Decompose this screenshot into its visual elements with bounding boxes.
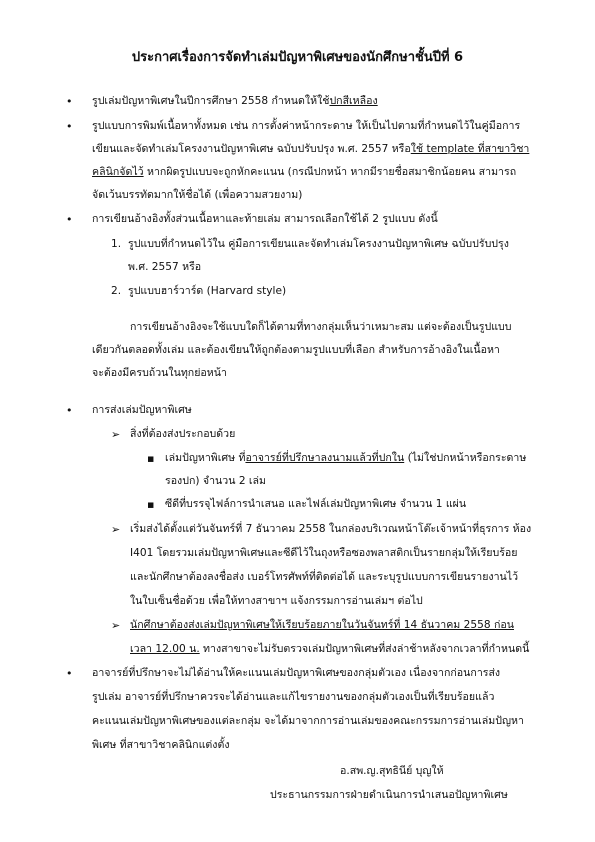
clinic-underlined: คลินิกจัดไว้ [92,166,144,178]
cover-color-underlined: ปกสีเหลือง [329,95,378,107]
arrow-bullet-icon: ➢ [111,619,121,632]
submission-start-line-4: ในใบเซ็นชื่อด้วย เพื่อให้ทางสาขาฯ แจ้งกรรมการอ่านเล่มฯ ต่อไป [130,595,423,607]
arrow-bullet-icon: ➢ [111,523,121,536]
signatory-name: อ.สพ.ญ.สุทธินีย์ บุญให้ [340,765,444,777]
format-line-3 [92,165,516,180]
signatory-position: ประธานกรรมการฝ่ายดำเนินการนำเสนอปัญหาพิเศษ [270,789,508,801]
bullet-icon: • [66,95,73,108]
advisor-line-1: อาจารย์ที่ปรึกษาจะไม่ได้อ่านให้คะแนนเล่มปัญหาพิเศษของกลุ่มตัวเอง เนื่องจากก่อนการส่ง [92,667,501,679]
submission-start-line-1: เริ่มส่งได้ตั้งแต่วันจันทร์ที่ 7 ธันวาคม 2558 ในกล่องบริเวณหน้าโต๊ะเจ้าหน้าที่ธุรการ ห้อง [130,523,532,535]
format-line-1: รูปแบบการพิมพ์เนื้อหาทั้งหมด เช่น การตั้งค่าหน้ากระดาษ ให้เป็นไปตามที่กำหนดไว้ในคู่มือการ [92,120,521,132]
ref-option-1-line-1: รูปแบบที่กำหนดไว้ใน คู่มือการเขียนและจัดทำเล่มโครงงานปัญหาพิเศษ ฉบับปรับปรุง [128,238,509,250]
advisor-line-3: คะแนนเล่มปัญหาพิเศษของแต่ละกลุ่ม จะได้มาจากการอ่านเล่มของคณะกรรมการอ่านเล่มปัญหา [92,715,524,727]
bullet-icon: • [66,667,73,680]
ref-option-2-number: 2. [111,285,122,297]
ref-option-2: รูปแบบฮาร์วาร์ด (Harvard style) [128,285,287,297]
ref-paragraph-3: จะต้องมีครบถ้วนในทุกย่อหน้า [92,367,227,379]
bullet-icon: • [66,404,73,417]
ref-paragraph-2: เดียวกันตลอดทั้งเล่ม และต้องเขียนให้ถูกต้องตามรูปแบบที่เลือก สำหรับการอ้างอิงในเนื้อหา [92,344,500,356]
format-line-3-text: หากผิดรูปแบบจะถูกหักคะแนน (กรณีปกหน้า หากมีรายชื่อสมาชิกน้อยคน สามารถ [143,166,517,178]
submission-heading: การส่งเล่มปัญหาพิเศษ [92,404,192,416]
page-title: ประกาศเรื่องการจัดทำเล่มปัญหาพิเศษของนักศึกษาชั้นปีที่ 6 [131,50,464,65]
bullet-icon: • [66,213,73,226]
template-underlined: ใช้ template ที่สาขาวิชา [410,143,530,155]
square-bullet-icon: ▪ [147,498,155,511]
submit-item-cd: ซีดีที่บรรจุไฟล์การนำเสนอ และไฟล์เล่มปัญหาพิเศษ จำนวน 1 แผ่น [165,498,467,510]
submit-item-book-line-2: รองปก) จำนวน 2 เล่ม [165,475,267,487]
format-line-2 [92,142,529,157]
ref-option-1-line-2: พ.ศ. 2557 หรือ [128,261,202,273]
deadline-note: ทางสาขาจะไม่รับตรวจเล่มปัญหาพิเศษที่ส่งล่าช้าหลังจากเวลาที่กำหนดนี้ [199,643,530,655]
ref-option-1-number: 1. [111,238,122,250]
format-line-4: จัดเว้นบรรทัดมากให้ชื่อได้ (เพื่อความสวยงาม) [92,189,303,201]
format-line-2-text: เขียนและจัดทำเล่มโครงงานปัญหาพิเศษ ฉบับปรับปรุง พ.ศ. 2557 หรือ [92,143,411,155]
bullet-icon: • [66,120,73,133]
reference-intro: การเขียนอ้างอิงทั้งส่วนเนื้อหาและท้ายเล่ม สามารถเลือกใช้ได้ 2 รูปแบบ ดังนี้ [92,213,438,225]
submission-start-line-2: I401 โดยรวมเล่มปัญหาพิเศษและซีดีไว้ในถุงหรือซองพลาสติกเป็นรายกลุ่มให้เรียบร้อย [130,547,518,559]
advisor-line-4: พิเศษ ที่สาขาวิชาคลินิกแต่งตั้ง [92,739,230,751]
item-cover-color [92,94,378,109]
square-bullet-icon: ▪ [147,452,155,465]
ref-paragraph-1: การเขียนอ้างอิงจะใช้แบบใดก็ได้ตามที่ทางกลุ่มเห็นว่าเหมาะสม แต่จะต้องเป็นรูปแบบ [130,321,512,333]
submission-start-line-3: และนักศึกษาต้องลงชื่อส่ง เบอร์โทรศัพท์ที่ติดต่อได้ และระบุรูปแบบการเขียนรายงานไว้ [130,571,519,583]
deadline-line-2 [130,642,529,657]
cover-text: รูปเล่มปัญหาพิเศษในปีการศึกษา 2558 กำหนดให้ใช้ [92,95,330,107]
advisor-signed-underlined: อาจารย์ที่ปรึกษาลงนามแล้วที่ปกใน [245,452,405,464]
arrow-bullet-icon: ➢ [111,428,121,441]
items-to-submit: สิ่งที่ต้องส่งประกอบด้วย [130,428,236,440]
submit-item-book-line-1 [165,451,526,466]
book-text: เล่มปัญหาพิเศษ ที่ [165,452,246,464]
deadline-line-1: นักศึกษาต้องส่งเล่มปัญหาพิเศษให้เรียบร้อยภายในวันจันทร์ที่ 14 ธันวาคม 2558 ก่อน [130,619,514,631]
deadline-time-underlined: เวลา 12.00 น. [130,643,200,655]
advisor-line-2: รูปเล่ม อาจารย์ที่ปรึกษาควรจะได้อ่านและแก้ไขรายงานของกลุ่มตัวเองเป็นที่เรียบร้อยแล้ว [92,691,495,703]
book-text-2: (ไม่ใช่ปกหน้าหรือกระดาษ [404,452,527,464]
